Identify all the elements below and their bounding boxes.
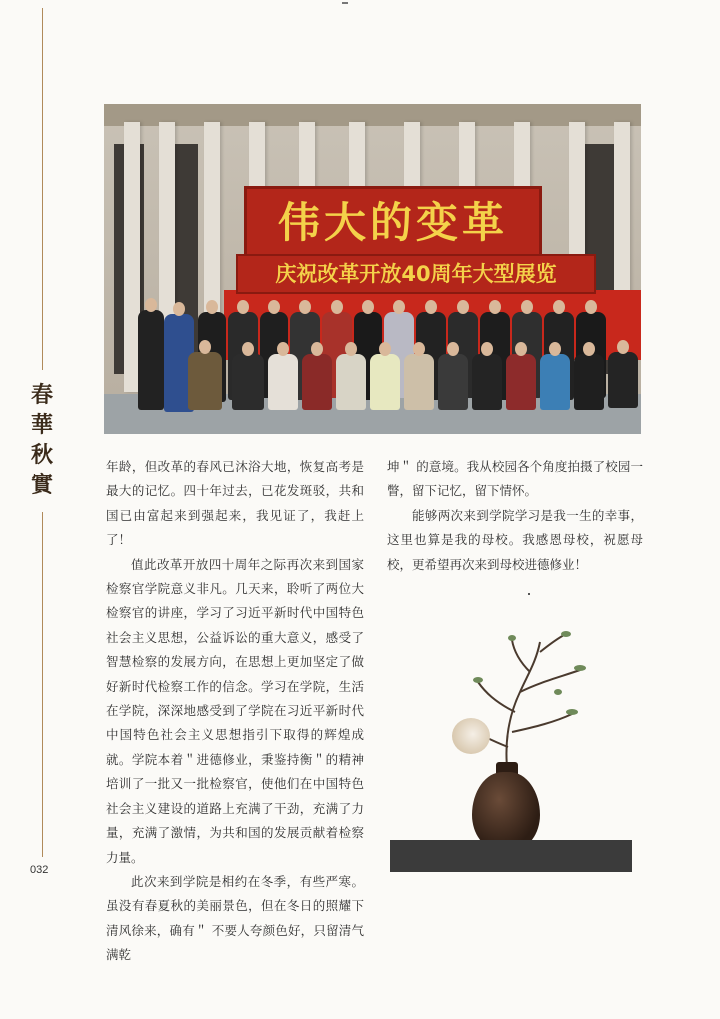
brand-char: 華 — [30, 412, 53, 438]
vase-still-life-image — [390, 622, 632, 872]
flower-bloom — [452, 718, 490, 754]
text-column-left — [106, 455, 364, 968]
exhibition-banner-main: 伟大的变革 — [244, 186, 542, 260]
group-of-people — [128, 292, 628, 412]
page-number: 032 — [30, 864, 49, 876]
brand-vertical-title — [28, 380, 56, 500]
text-column-right — [387, 455, 643, 577]
margin-rule-bottom — [42, 512, 43, 857]
table-surface — [390, 840, 632, 872]
brand-char: 實 — [30, 472, 53, 498]
paragraph: 坤＂ 的意境。我从校园各个角度拍摄了校园一瞥，留下记忆，留下情怀。 — [387, 459, 643, 499]
paragraph: 能够两次来到学院学习是我一生的幸事，这里也算是我的母校。我感恩母校，祝愿母校，更希望再次来到母校进德修业！ — [387, 507, 643, 572]
paragraph: 此次来到学院是相约在冬季，有些严寒。虽没有春夏秋的美丽景色，但在冬日的照耀下清风徐来，确有＂ 不要人夸颜色好，只留清气满乾 — [106, 873, 364, 963]
exhibition-banner-subtitle: 庆祝改革开放40周年大型展览 — [236, 254, 596, 294]
brand-char: 春 — [30, 382, 53, 408]
paragraph: 值此改革开放四十周年之际再次来到国家检察官学院意义非凡。几天来，聆听了两位大检察官的讲座，学习了习近平新时代中国特色社会主义思想，公益诉讼的重大意义，感受了智慧检察的发展方向，在思想上更加坚定了做好新时代检察工作的信念。学习在学院，生活在学院，深深地感受到了学院在习近平新时代中国特色社会主义思想指引下取得的辉煌成就。学院本着＂进德修业，秉鉴持衡＂的精神培训了一批又一批检察官，使他们在中国特色社会主义建设的道路上充满了干劲，充满了力量，充满了激情，为共和国的发展贡献着检察力量。 — [106, 556, 364, 865]
paragraph: 年龄，但改革的春风已沐浴大地，恢复高考是最大的记忆。四十年过去，已花发斑驳，共和国已由富起来到强起来，我见证了，我赶上了！ — [106, 459, 364, 548]
print-mark — [342, 2, 348, 4]
margin-rule-top — [42, 8, 43, 370]
group-photo — [104, 104, 641, 434]
print-speck — [528, 593, 530, 595]
brand-char: 秋 — [30, 442, 53, 468]
facade-cornice — [104, 104, 641, 126]
vase — [472, 772, 540, 850]
